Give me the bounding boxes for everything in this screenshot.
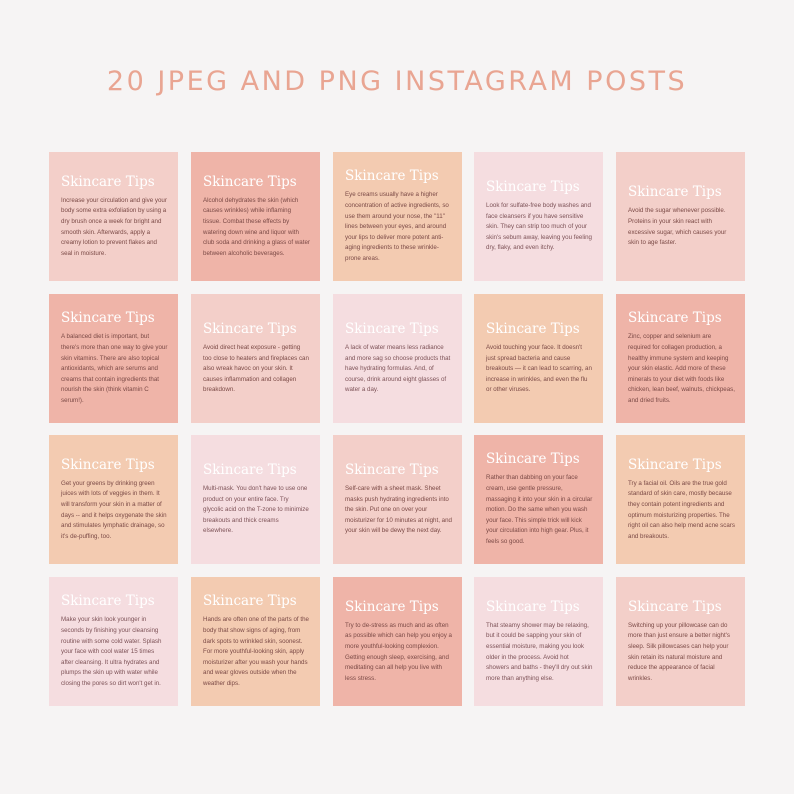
post-card[interactable] bbox=[616, 435, 745, 564]
card-heading: Skincare Tips bbox=[61, 456, 155, 473]
post-card[interactable] bbox=[191, 435, 320, 564]
card-heading: Skincare Tips bbox=[628, 456, 722, 473]
card-text: Hands are often one of the parts of the body that show signs of aging, from dark spots to wrinkled skin, soonest. For more youthful-looking skin, apply moisturizer after you wash your hands and wear gloves outside when the weather dips. bbox=[203, 616, 309, 687]
card-text: Zinc, copper and selenium are required for collagen production, a healthy immune system and keeping your skin elastic. Add more of these minerals to your diet with foods like chicken, lean beef, walnuts, chickpeas, and dried fruits. bbox=[628, 333, 735, 404]
card-heading: Skincare Tips bbox=[345, 462, 439, 479]
post-card[interactable] bbox=[49, 152, 178, 281]
post-card[interactable] bbox=[616, 152, 745, 281]
card-text: Avoid touching your face. It doesn't just spread bacteria and cause breakouts — it can lead to scarring, an increase in wrinkles, and even the flu or other viruses. bbox=[486, 344, 592, 394]
card-heading: Skincare Tips bbox=[486, 598, 580, 615]
post-card[interactable] bbox=[474, 294, 603, 423]
post-card[interactable] bbox=[616, 577, 745, 706]
post-card[interactable] bbox=[474, 435, 603, 564]
card-heading: Skincare Tips bbox=[203, 593, 297, 610]
post-card[interactable] bbox=[49, 435, 178, 564]
card-text: Eye creams usually have a higher concentration of active ingredients, so use them around your nose, the "11" lines between your eyes, and around your lips to deliver more potent anti-aging ingredients to these wrinkle-prone areas. bbox=[345, 191, 449, 262]
card-text: A lack of water means less radiance and more sag so choose products that have hydrating formulas. And, of course, drink around eight glasses of water a day. bbox=[345, 344, 451, 394]
post-card[interactable] bbox=[49, 294, 178, 423]
card-text: Increase your circulation and give your body some extra exfoliation by using a dry brush once a week for bright and smooth skin. Afterwards, apply a creamy lotion to prevent flakes and seal in moisture. bbox=[61, 196, 167, 257]
card-heading: Skincare Tips bbox=[345, 168, 439, 185]
card-heading: Skincare Tips bbox=[628, 184, 722, 201]
card-text: Try a facial oil. Oils are the true gold standard of skin care, mostly because they contain potent ingredients and optimum moisturizing properties. The right oil can also help mend acne scars and breakouts. bbox=[628, 479, 735, 540]
post-card[interactable] bbox=[333, 294, 462, 423]
post-card[interactable] bbox=[474, 152, 603, 281]
card-text: Avoid direct heat exposure - getting too close to heaters and fireplaces can also wreak havoc on your skin. It causes inflammation and collagen breakdown. bbox=[203, 344, 309, 394]
post-card[interactable] bbox=[616, 294, 745, 423]
post-card[interactable] bbox=[474, 577, 603, 706]
post-card[interactable] bbox=[333, 577, 462, 706]
post-card[interactable] bbox=[191, 152, 320, 281]
card-heading: Skincare Tips bbox=[628, 598, 722, 615]
card-text: Switching up your pillowcase can do more than just ensure a better night's sleep. Silk pillowcases can help your skin retain its natural moisture and reduce the appearance of facial wrinkles. bbox=[628, 621, 730, 682]
card-heading: Skincare Tips bbox=[486, 451, 580, 468]
post-card[interactable] bbox=[191, 577, 320, 706]
card-text: Avoid the sugar whenever possible. Proteins in your skin react with excessive sugar, which causes your skin to age faster. bbox=[628, 207, 727, 247]
card-heading: Skincare Tips bbox=[61, 310, 155, 327]
card-heading: Skincare Tips bbox=[628, 310, 722, 327]
card-text: Alcohol dehydrates the skin (which causes wrinkles) while inflaming tissue. Combat these effects by watering down wine and liquor with club soda and drinking a glass of water between alcoholic beverages. bbox=[203, 196, 310, 257]
post-card[interactable] bbox=[191, 294, 320, 423]
card-heading: Skincare Tips bbox=[345, 321, 439, 338]
post-card[interactable] bbox=[333, 152, 462, 281]
card-text: Try to de-stress as much and as often as possible which can help you enjoy a more youthful-looking complexion. Getting enough sleep, exercising, and meditating can all help you live with less stress. bbox=[345, 621, 452, 682]
card-text: Make your skin look younger in seconds by finishing your cleansing routine with some cold water. Splash your face with cool water 15 times after cleansing. It ultra hydrates and plumps the skin up with water while closing the pores so dirt won't get in. bbox=[61, 616, 162, 687]
card-text: Self-care with a sheet mask. Sheet masks push hydrating ingredients into the skin. Put one on over your moisturizer for 10 minutes at night, and your skin will be dewy the next day. bbox=[345, 485, 452, 535]
card-heading: Skincare Tips bbox=[345, 598, 439, 615]
card-heading: Skincare Tips bbox=[61, 593, 155, 610]
card-text: Look for sulfate-free body washes and face cleansers if you have sensitive skin. They can strip too much of your skin's sebum away, leaving you feeling dry, flaky, and even itchy. bbox=[486, 202, 592, 252]
post-card[interactable] bbox=[333, 435, 462, 564]
card-text: Get your greens by drinking green juices with lots of veggies in them. It will transform your skin in a matter of days -- and it helps oxygenate the skin and stimulates lymphatic drainage, so it's de-puffing, too. bbox=[61, 479, 167, 540]
card-text: That steamy shower may be relaxing, but it could be sapping your skin of essential moisture, making you look older in the process. Avoid hot showers and baths - they'll dry out skin more than anything else. bbox=[486, 621, 593, 682]
card-heading: Skincare Tips bbox=[61, 173, 155, 190]
card-heading: Skincare Tips bbox=[486, 179, 580, 196]
card-text: Multi-mask. You don't have to use one product on your entire face. Try glycolic acid on the T-zone to minimize breakouts and thick creams elsewhere. bbox=[203, 485, 309, 535]
post-card[interactable] bbox=[49, 577, 178, 706]
card-text: Rather than dabbing on your face cream, use gentle pressure, massaging it into your skin in a circular motion. Do the same when you wash your face. This simple trick will kick your circulation into high gear. Plus, it feels so good. bbox=[486, 474, 593, 545]
page-title: 20 JPEG AND PNG INSTAGRAM POSTS bbox=[106, 66, 688, 97]
card-text: A balanced diet is important, but there's more than one way to give your skin vitamins. There are also topical antioxidants, which are serums and creams that contain ingredients that nourish the skin (think vitamin C serum!). bbox=[61, 333, 168, 404]
card-heading: Skincare Tips bbox=[203, 321, 297, 338]
card-heading: Skincare Tips bbox=[203, 462, 297, 479]
card-heading: Skincare Tips bbox=[486, 321, 580, 338]
card-heading: Skincare Tips bbox=[203, 173, 297, 190]
